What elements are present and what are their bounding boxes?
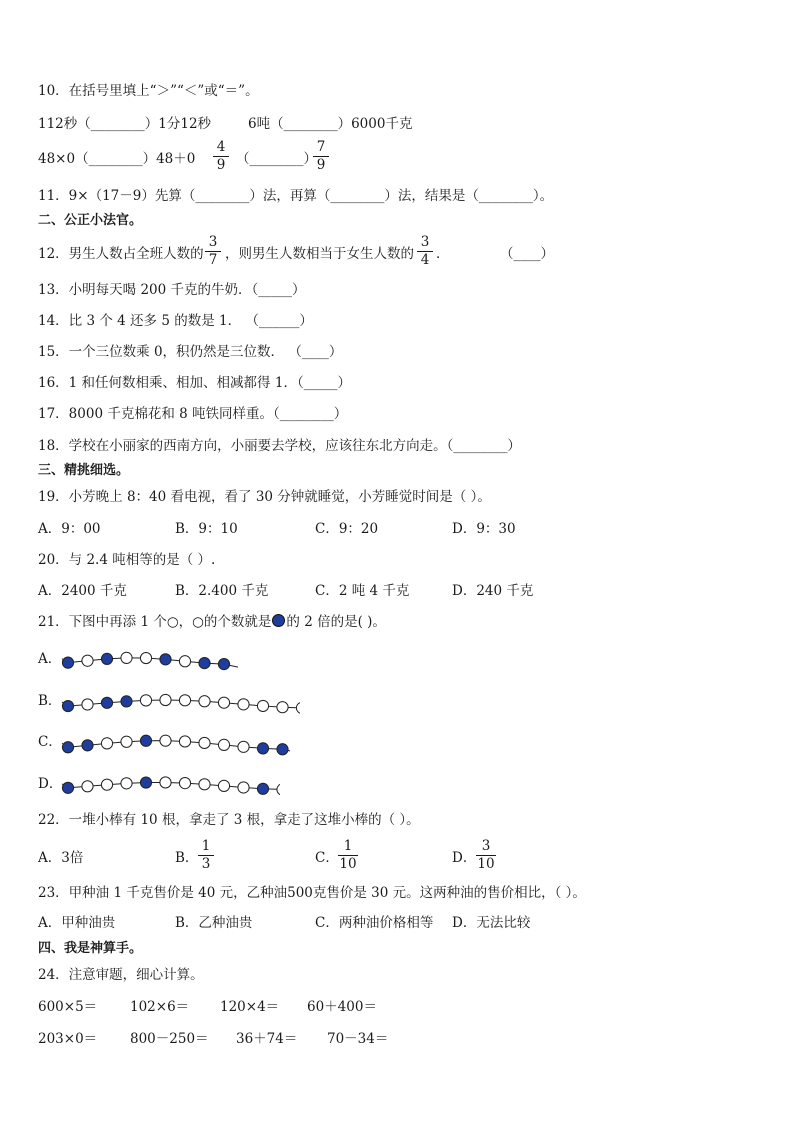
q22-fraction-b: 1 3 xyxy=(198,839,214,872)
bead-string-a xyxy=(60,643,260,673)
q10-title: 10．在括号里填上“＞”“＜”或“＝”。 xyxy=(38,83,259,99)
q20-stem: 20．与 2.4 吨相等的是（ ）. xyxy=(38,552,216,568)
q24-r2-c1: 203×0＝ xyxy=(38,1031,98,1047)
empty-bead xyxy=(199,696,210,707)
q21-stem-pre: 21．下图中再添 1 个○，○的个数就是 xyxy=(38,614,272,630)
empty-bead xyxy=(121,736,132,747)
bead-string-d xyxy=(60,765,280,801)
q21-stem-post: 的 2 倍的是( )。 xyxy=(286,614,386,630)
empty-bead xyxy=(296,702,300,713)
empty-bead xyxy=(218,780,229,791)
q23-stem: 23．甲种油 1 千克售价是 40 元，乙种油500克售价是 30 元。这两种油的售价相比，（ ）。 xyxy=(38,885,586,901)
q22-stem: 22．一堆小棒有 10 根，拿走了 3 根，拿走了这堆小棒的（ ）。 xyxy=(38,812,420,828)
q24-title: 24．注意审题，细心计算。 xyxy=(38,967,204,983)
q10-row1a: 112秒（________）1分12秒 xyxy=(38,116,212,132)
empty-bead xyxy=(82,655,93,666)
q16: 16．1 和任何数相乘、相加、相减都得 1．（_____） xyxy=(38,375,351,391)
empty-bead xyxy=(277,784,280,795)
q24-r1-c2: 102×6＝ xyxy=(130,999,190,1015)
empty-bead xyxy=(82,781,93,792)
q11: 11．9×（17－9）先算（________）法，再算（________）法，结果是（________）。 xyxy=(38,188,554,204)
filled-bead xyxy=(82,740,93,751)
q10-row1b: 6吨（________）6000千克 xyxy=(248,116,413,132)
q23-option-d: D．无法比较 xyxy=(452,915,531,931)
q12-mid: ，则男生人数相当于女生人数的 xyxy=(225,246,414,262)
q19-stem: 19．小芳晚上 8：40 看电视，看了 30 分钟就睡觉，小芳睡觉时间是（ ）。 xyxy=(38,489,491,505)
empty-bead xyxy=(101,738,112,749)
q21-label-d: D． xyxy=(38,776,63,792)
empty-bead xyxy=(179,656,190,667)
empty-bead xyxy=(238,699,249,710)
empty-bead xyxy=(277,702,288,713)
q19-option-a: A．9：00 xyxy=(38,521,101,537)
q19-option-c: C．9：20 xyxy=(315,521,379,537)
filled-bead xyxy=(62,742,73,753)
q15: 15．一个三位数乘 0，积仍然是三位数． （____） xyxy=(38,344,343,360)
q18: 18．学校在小丽家的西南方向，小丽要去学校，应该往东北方向走。（________） xyxy=(38,438,521,454)
q12-fraction-2: 3 4 xyxy=(417,235,433,268)
filled-bead xyxy=(101,653,112,664)
empty-bead xyxy=(199,779,210,790)
q20-option-a: A．2400 千克 xyxy=(38,583,127,599)
filled-bead xyxy=(62,782,73,793)
q24-r2-c3: 36＋74＝ xyxy=(236,1031,298,1047)
bead-string-b xyxy=(60,683,300,719)
empty-bead xyxy=(82,699,93,710)
q24-r2-c4: 70－34＝ xyxy=(327,1031,389,1047)
q12-post: ． xyxy=(436,246,450,262)
q12-answer-paren: （____） xyxy=(500,246,554,262)
empty-bead xyxy=(179,695,190,706)
empty-bead xyxy=(238,741,249,752)
section-4-heading: 四、我是神算手。 xyxy=(38,941,143,956)
q17: 17．8000 千克棉花和 8 吨铁同样重。（________） xyxy=(38,406,348,422)
filled-bead xyxy=(160,654,171,665)
empty-bead xyxy=(160,735,171,746)
q12-pre: 12．男生人数占全班人数的 xyxy=(38,246,204,262)
q20-option-d: D．240 千克 xyxy=(452,583,534,599)
q21-stem xyxy=(38,613,386,631)
q21-label-c: C． xyxy=(38,734,62,750)
section-3-heading: 三、精挑细选。 xyxy=(38,463,130,478)
bead-string-line xyxy=(62,741,290,753)
filled-bead-icon xyxy=(272,614,285,627)
q23-option-b: B．乙种油贵 xyxy=(175,915,253,931)
empty-bead xyxy=(199,737,210,748)
filled-bead xyxy=(121,696,132,707)
empty-bead xyxy=(140,695,151,706)
q10-fraction-left: 4 9 xyxy=(213,140,229,173)
filled-bead xyxy=(257,743,268,754)
empty-bead xyxy=(179,777,190,788)
q22-option-b: B． xyxy=(175,850,199,866)
q13: 13．小明每天喝 200 千克的牛奶．（_____） xyxy=(38,282,306,298)
q20-option-c: C．2 吨 4 千克 xyxy=(315,583,410,599)
empty-bead xyxy=(160,694,171,705)
q19-option-d: D．9：30 xyxy=(452,521,516,537)
filled-bead xyxy=(101,697,112,708)
empty-bead xyxy=(218,697,229,708)
empty-bead xyxy=(238,782,249,793)
section-2-heading: 二、公正小法官。 xyxy=(38,213,143,228)
q22-fraction-c: 1 10 xyxy=(339,838,357,872)
q22-option-a: A．3倍 xyxy=(38,850,84,866)
q14: 14．比 3 个 4 还多 5 的数是 1． （______） xyxy=(38,313,313,329)
empty-bead xyxy=(160,777,171,788)
filled-bead xyxy=(277,744,288,755)
q20-option-b: B．2.400 千克 xyxy=(175,583,269,599)
bead-string-c xyxy=(60,724,290,760)
empty-bead xyxy=(121,652,132,663)
q10-fraction-right: 7 9 xyxy=(313,140,329,173)
empty-bead xyxy=(257,700,268,711)
filled-bead xyxy=(140,735,151,746)
q24-r2-c2: 800－250＝ xyxy=(130,1031,209,1047)
filled-bead xyxy=(140,777,151,788)
q23-option-c: C．两种油价格相等 xyxy=(315,915,434,931)
q22-fraction-d: 3 10 xyxy=(477,838,495,872)
q22-option-d: D． xyxy=(452,850,477,866)
filled-bead xyxy=(218,659,229,670)
q21-label-a: A． xyxy=(38,651,62,667)
q19-option-b: B．9：10 xyxy=(175,521,238,537)
q21-label-b: B． xyxy=(38,693,62,709)
q23-option-a: A．甲种油贵 xyxy=(38,915,116,931)
filled-bead xyxy=(257,783,268,794)
empty-bead xyxy=(218,739,229,750)
q22-option-c: C． xyxy=(315,850,339,866)
q10-row2a: 48×0（________）48＋0 xyxy=(38,151,196,167)
q24-r1-c3: 120×4＝ xyxy=(220,999,280,1015)
filled-bead xyxy=(62,700,73,711)
q24-r1-c1: 600×5＝ xyxy=(38,999,98,1015)
empty-bead xyxy=(179,736,190,747)
q10-row2b-blank: （________） xyxy=(236,151,317,167)
q12-fraction-1: 3 7 xyxy=(205,235,221,268)
empty-bead xyxy=(140,652,151,663)
filled-bead xyxy=(199,657,210,668)
filled-bead xyxy=(62,657,73,668)
empty-bead xyxy=(101,779,112,790)
q24-r1-c4: 60＋400＝ xyxy=(307,999,377,1015)
empty-bead xyxy=(121,778,132,789)
